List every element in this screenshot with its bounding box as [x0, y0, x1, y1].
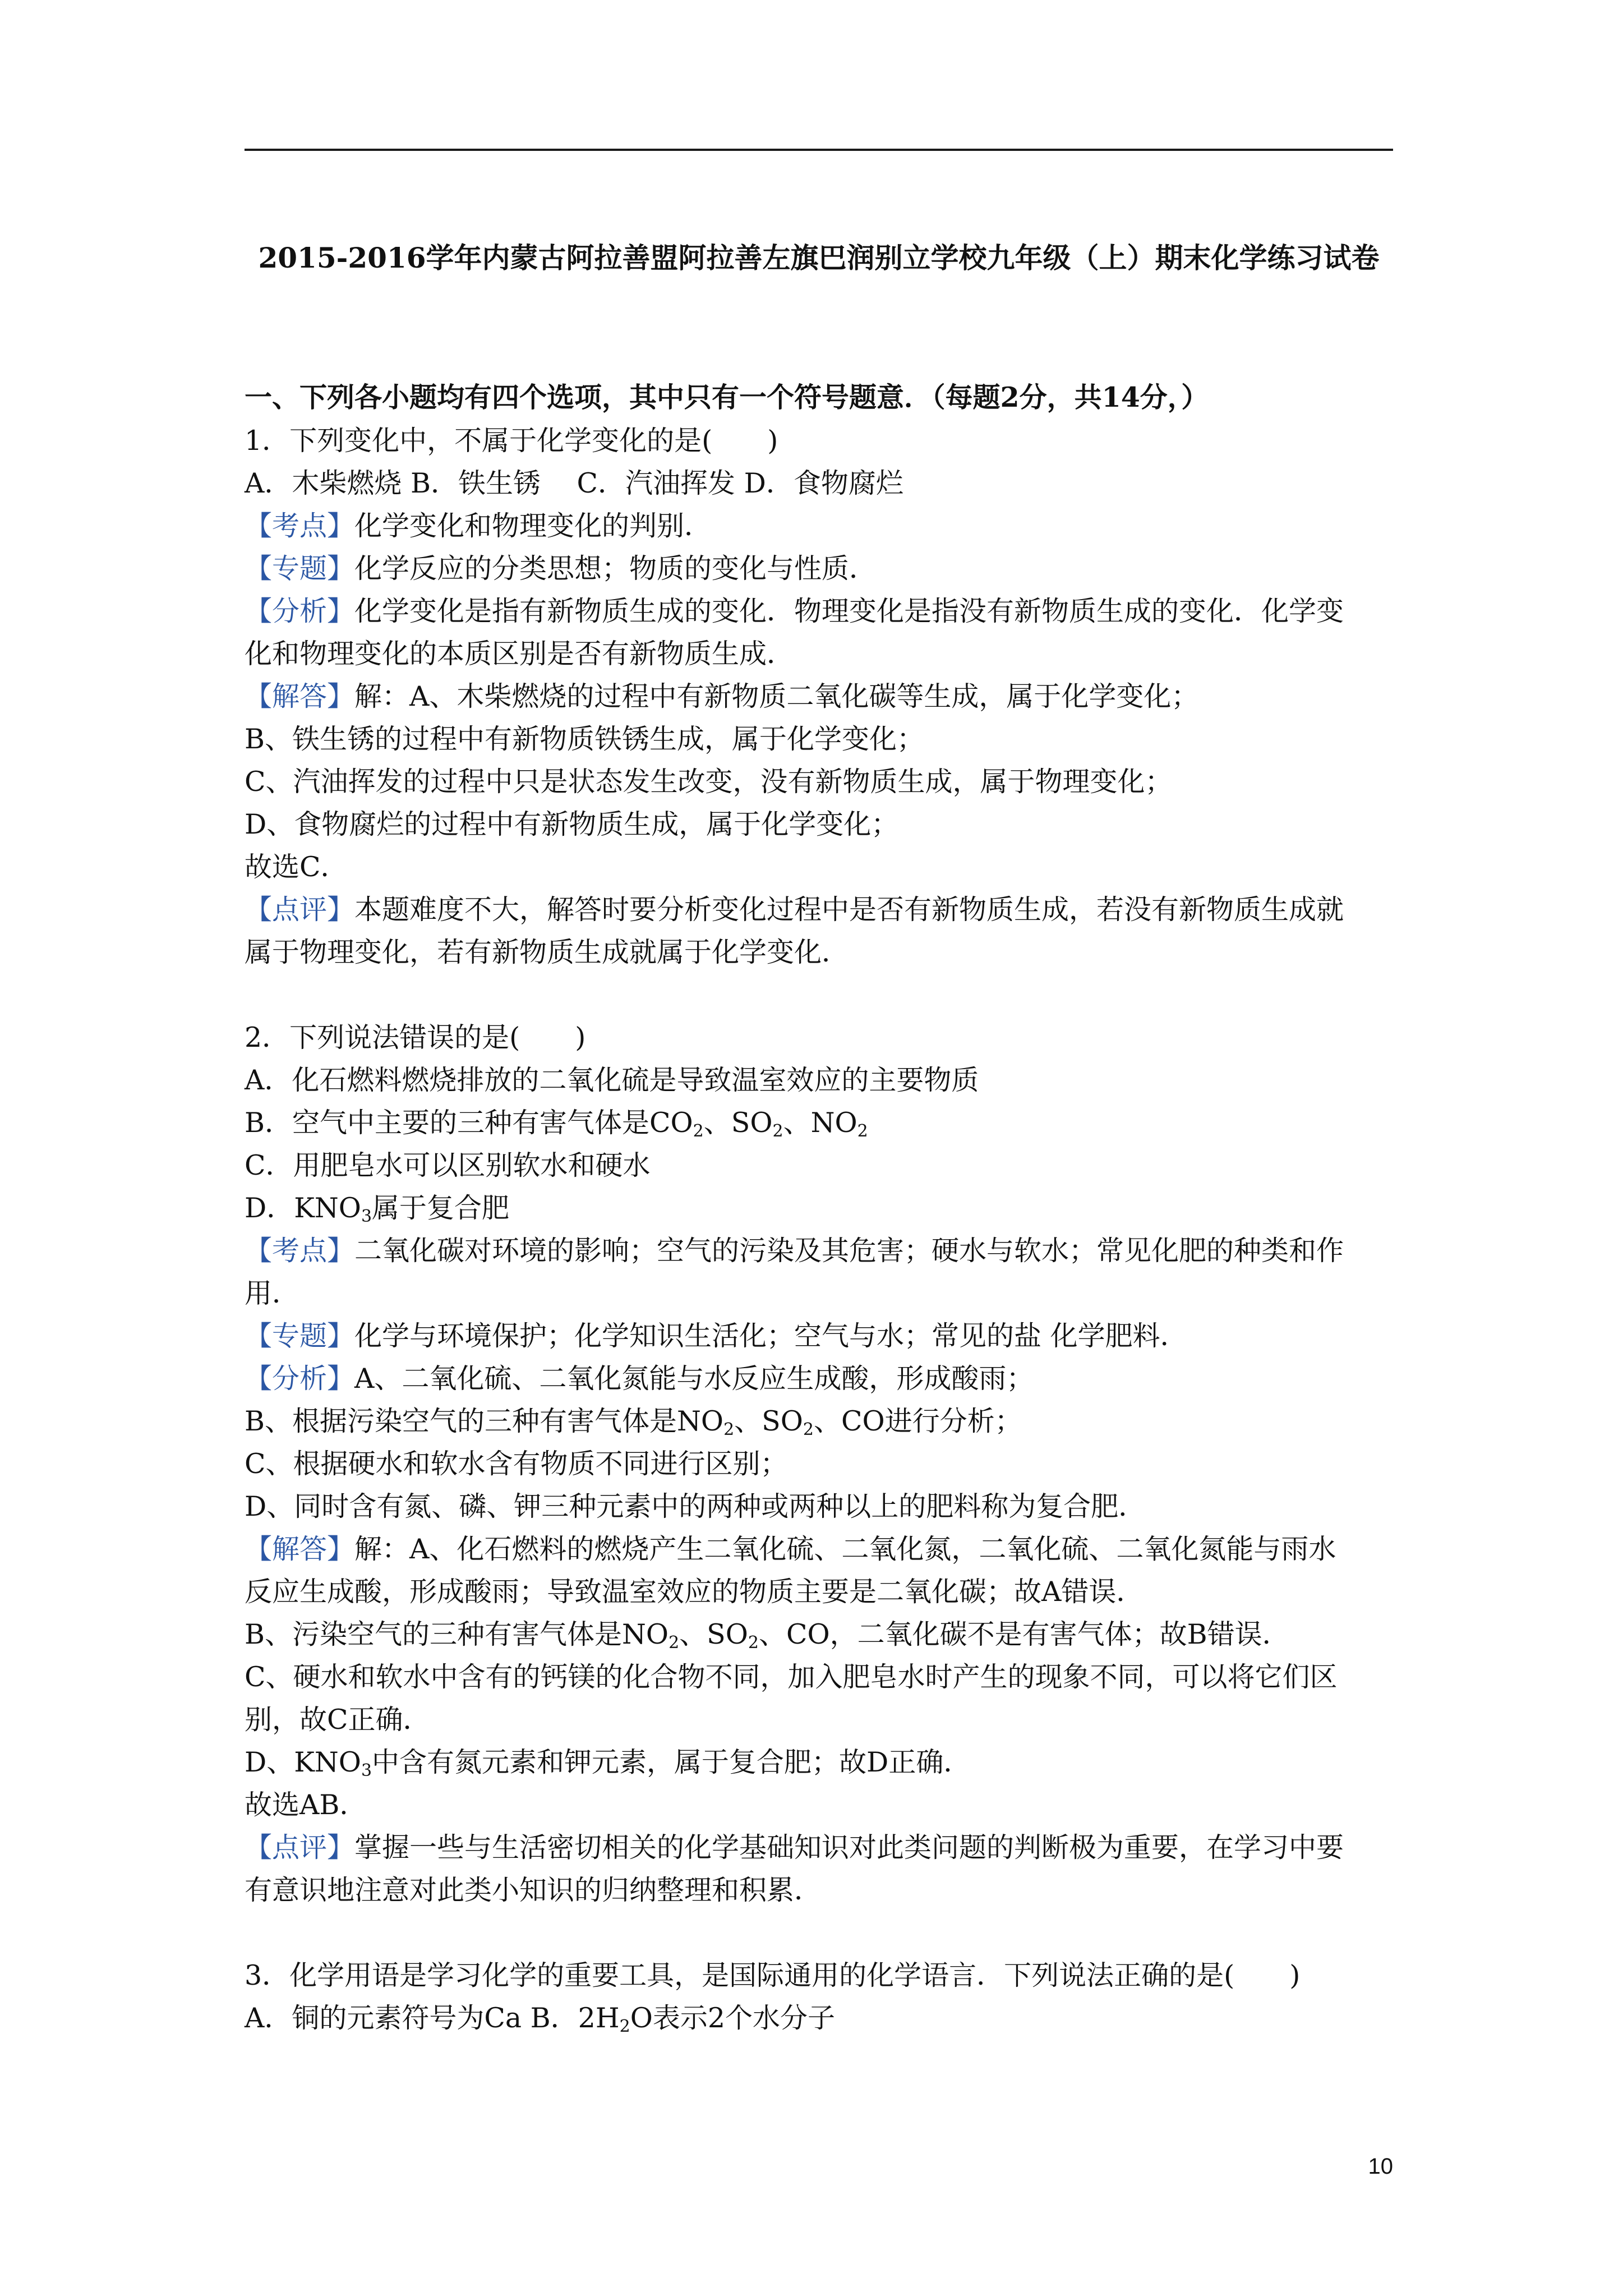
q2-jieda-b: [245, 1613, 1393, 1656]
q3-options: [245, 1997, 1393, 2040]
q1-fenxi-text: 化学变化是指有新物质生成的变化．物理变化是指没有新物质生成的变化．化学变: [354, 595, 1344, 627]
q2-optb-text: B．空气中主要的三种有害气体是CO: [245, 1107, 693, 1139]
q1-answer: 故选C．: [245, 851, 348, 883]
q2-option-b: [245, 1102, 1393, 1144]
q2-option-a: A．化石燃料燃烧排放的二氧化硫是导致温室效应的主要物质: [245, 1064, 979, 1096]
q2-option-c: C．用肥皂水可以区别软水和硬水: [245, 1149, 651, 1181]
q2-kaodian-cont: 用．: [245, 1277, 300, 1309]
document-body: [245, 375, 1393, 2040]
subscript: 2: [857, 1121, 868, 1141]
q2-jieda-c: C、硬水和软水中含有的钙镁的化合物不同，加入肥皂水时产生的现象不同，可以将它们区: [245, 1661, 1338, 1693]
q2-zhuanti: [245, 1315, 1393, 1358]
document-title: 2015-2016学年内蒙古阿拉善盟阿拉善左旗巴润别立学校九年级（上）期末化学练习试卷: [258, 241, 1380, 274]
q2-kaodian-text: 二氧化碳对环境的影响；空气的污染及其危害；硬水与软水；常见化肥的种类和作: [354, 1235, 1344, 1267]
q2-dianping-text: 掌握一些与生活密切相关的化学基础知识对此类问题的判断极为重要，在学习中要: [354, 1832, 1344, 1864]
q2-fenxi-b: [245, 1400, 1393, 1443]
q1-fenxi-cont: 化和物理变化的本质区别是否有新物质生成．: [245, 638, 795, 670]
q2-jieda-b-text: 、SO: [679, 1618, 748, 1650]
subscript: 3: [361, 1761, 372, 1780]
q2-jieda-d: [245, 1741, 1393, 1784]
q2-jieda-d-text: D、KNO: [245, 1746, 361, 1778]
tag-dianping: 【点评】: [245, 1832, 355, 1864]
q2-jieda-b-text: B、污染空气的三种有害气体是NO: [245, 1618, 669, 1650]
q3-options-text: A．铜的元素符号为Ca B．2H: [245, 2002, 620, 2034]
tag-zhuanti: 【专题】: [245, 553, 355, 585]
q1-options: A．木柴燃烧 B．铁生锈 C．汽油挥发 D．食物腐烂: [245, 467, 903, 499]
subscript: 2: [693, 1121, 704, 1141]
q1-jieda-b: B、铁生锈的过程中有新物质铁锈生成，属于化学变化；: [245, 723, 925, 755]
q2-jieda: [245, 1528, 1393, 1571]
q1-zhuanti: [245, 547, 1393, 590]
q2-zhuanti-text: 化学与环境保护；化学知识生活化；空气与水；常见的盐 化学肥料．: [354, 1320, 1188, 1352]
subscript: 2: [748, 1633, 759, 1653]
q2-optd-text: D．KNO: [245, 1192, 361, 1224]
q2-kaodian: [245, 1230, 1393, 1272]
tag-kaodian: 【考点】: [245, 1235, 355, 1267]
header-rule: [245, 149, 1393, 151]
q2-answer: 故选AB．: [245, 1789, 367, 1821]
q2-fenxi-b-text: B、根据污染空气的三种有害气体是NO: [245, 1405, 724, 1437]
q2-jieda-cont: 反应生成酸，形成酸雨；导致温室效应的物质主要是二氧化碳；故A错误．: [245, 1576, 1144, 1608]
q1-jieda-text: 解：A、木柴燃烧的过程中有新物质二氧化碳等生成，属于化学变化；: [354, 680, 1199, 712]
subscript: 3: [361, 1207, 372, 1226]
tag-kaodian: 【考点】: [245, 510, 355, 542]
subscript: 2: [772, 1121, 783, 1141]
tag-fenxi: 【分析】: [245, 595, 355, 627]
q1-jieda-c: C、汽油挥发的过程中只是状态发生改变，没有新物质生成，属于物理变化；: [245, 766, 1173, 798]
q1-kaodian-text: 化学变化和物理变化的判别．: [354, 510, 712, 542]
q2-fenxi: [245, 1358, 1393, 1400]
q1-fenxi: [245, 590, 1393, 633]
q1-jieda: [245, 675, 1393, 718]
q2-fenxi-b-text: 、SO: [734, 1405, 803, 1437]
q2-dianping: [245, 1826, 1393, 1869]
q2-fenxi-c: C、根据硬水和软水含有物质不同进行区别；: [245, 1448, 788, 1480]
q3-options-text: O表示2个水分子: [630, 2002, 836, 2034]
q1-jieda-d: D、食物腐烂的过程中有新物质生成，属于化学变化；: [245, 808, 899, 840]
q1-dianping-text: 本题难度不大，解答时要分析变化过程中是否有新物质生成，若没有新物质生成就: [354, 894, 1344, 926]
q1-dianping: [245, 889, 1393, 931]
q1-zhuanti-text: 化学反应的分类思想；物质的变化与性质．: [354, 553, 877, 585]
tag-jieda: 【解答】: [245, 1533, 355, 1565]
subscript: 2: [803, 1420, 814, 1439]
q2-jieda-d-text: 中含有氮元素和钾元素，属于复合肥；故D正确．: [372, 1746, 971, 1778]
page-number: 10: [1368, 2154, 1393, 2179]
q3-stem: 3．化学用语是学习化学的重要工具，是国际通用的化学语言．下列说法正确的是( ): [245, 1959, 1301, 1991]
q2-optb-text: 、SO: [703, 1107, 773, 1139]
subscript: 2: [619, 2017, 630, 2036]
q2-fenxi-b-text: 、CO进行分析；: [814, 1405, 1022, 1437]
q2-optd-text: 属于复合肥: [372, 1192, 510, 1224]
q2-jieda-text: 解：A、化石燃料的燃烧产生二氧化硫、二氧化氮，二氧化硫、二氧化氮能与雨水: [354, 1533, 1336, 1565]
tag-dianping: 【点评】: [245, 894, 355, 926]
q1-dianping-cont: 属于物理变化，若有新物质生成就属于化学变化．: [245, 936, 850, 968]
q1-stem: 1．下列变化中，不属于化学变化的是( ): [245, 425, 778, 457]
q1-kaodian: [245, 505, 1393, 547]
subscript: 2: [668, 1633, 680, 1653]
q2-fenxi-text: A、二氧化硫、二氧化氮能与水反应生成酸，形成酸雨；: [354, 1363, 1034, 1395]
q2-optb-text: 、NO: [783, 1107, 857, 1139]
tag-jieda: 【解答】: [245, 680, 355, 712]
subscript: 2: [723, 1420, 735, 1439]
section-heading: 一、下列各小题均有四个选项，其中只有一个符号题意．（每题2分，共14分，）: [245, 381, 1209, 413]
q2-jieda-b-text: 、CO，二氧化碳不是有害气体；故B错误．: [759, 1618, 1290, 1650]
q2-jieda-c-cont: 别，故C正确．: [245, 1704, 431, 1736]
q2-option-d: [245, 1187, 1393, 1230]
q2-dianping-cont: 有意识地注意对此类小知识的归纳整理和积累．: [245, 1874, 822, 1906]
q2-stem: 2．下列说法错误的是( ): [245, 1022, 586, 1053]
q2-fenxi-d: D、同时含有氮、磷、钾三种元素中的两种或两种以上的肥料称为复合肥．: [245, 1490, 1146, 1522]
tag-fenxi: 【分析】: [245, 1363, 355, 1395]
tag-zhuanti: 【专题】: [245, 1320, 355, 1352]
